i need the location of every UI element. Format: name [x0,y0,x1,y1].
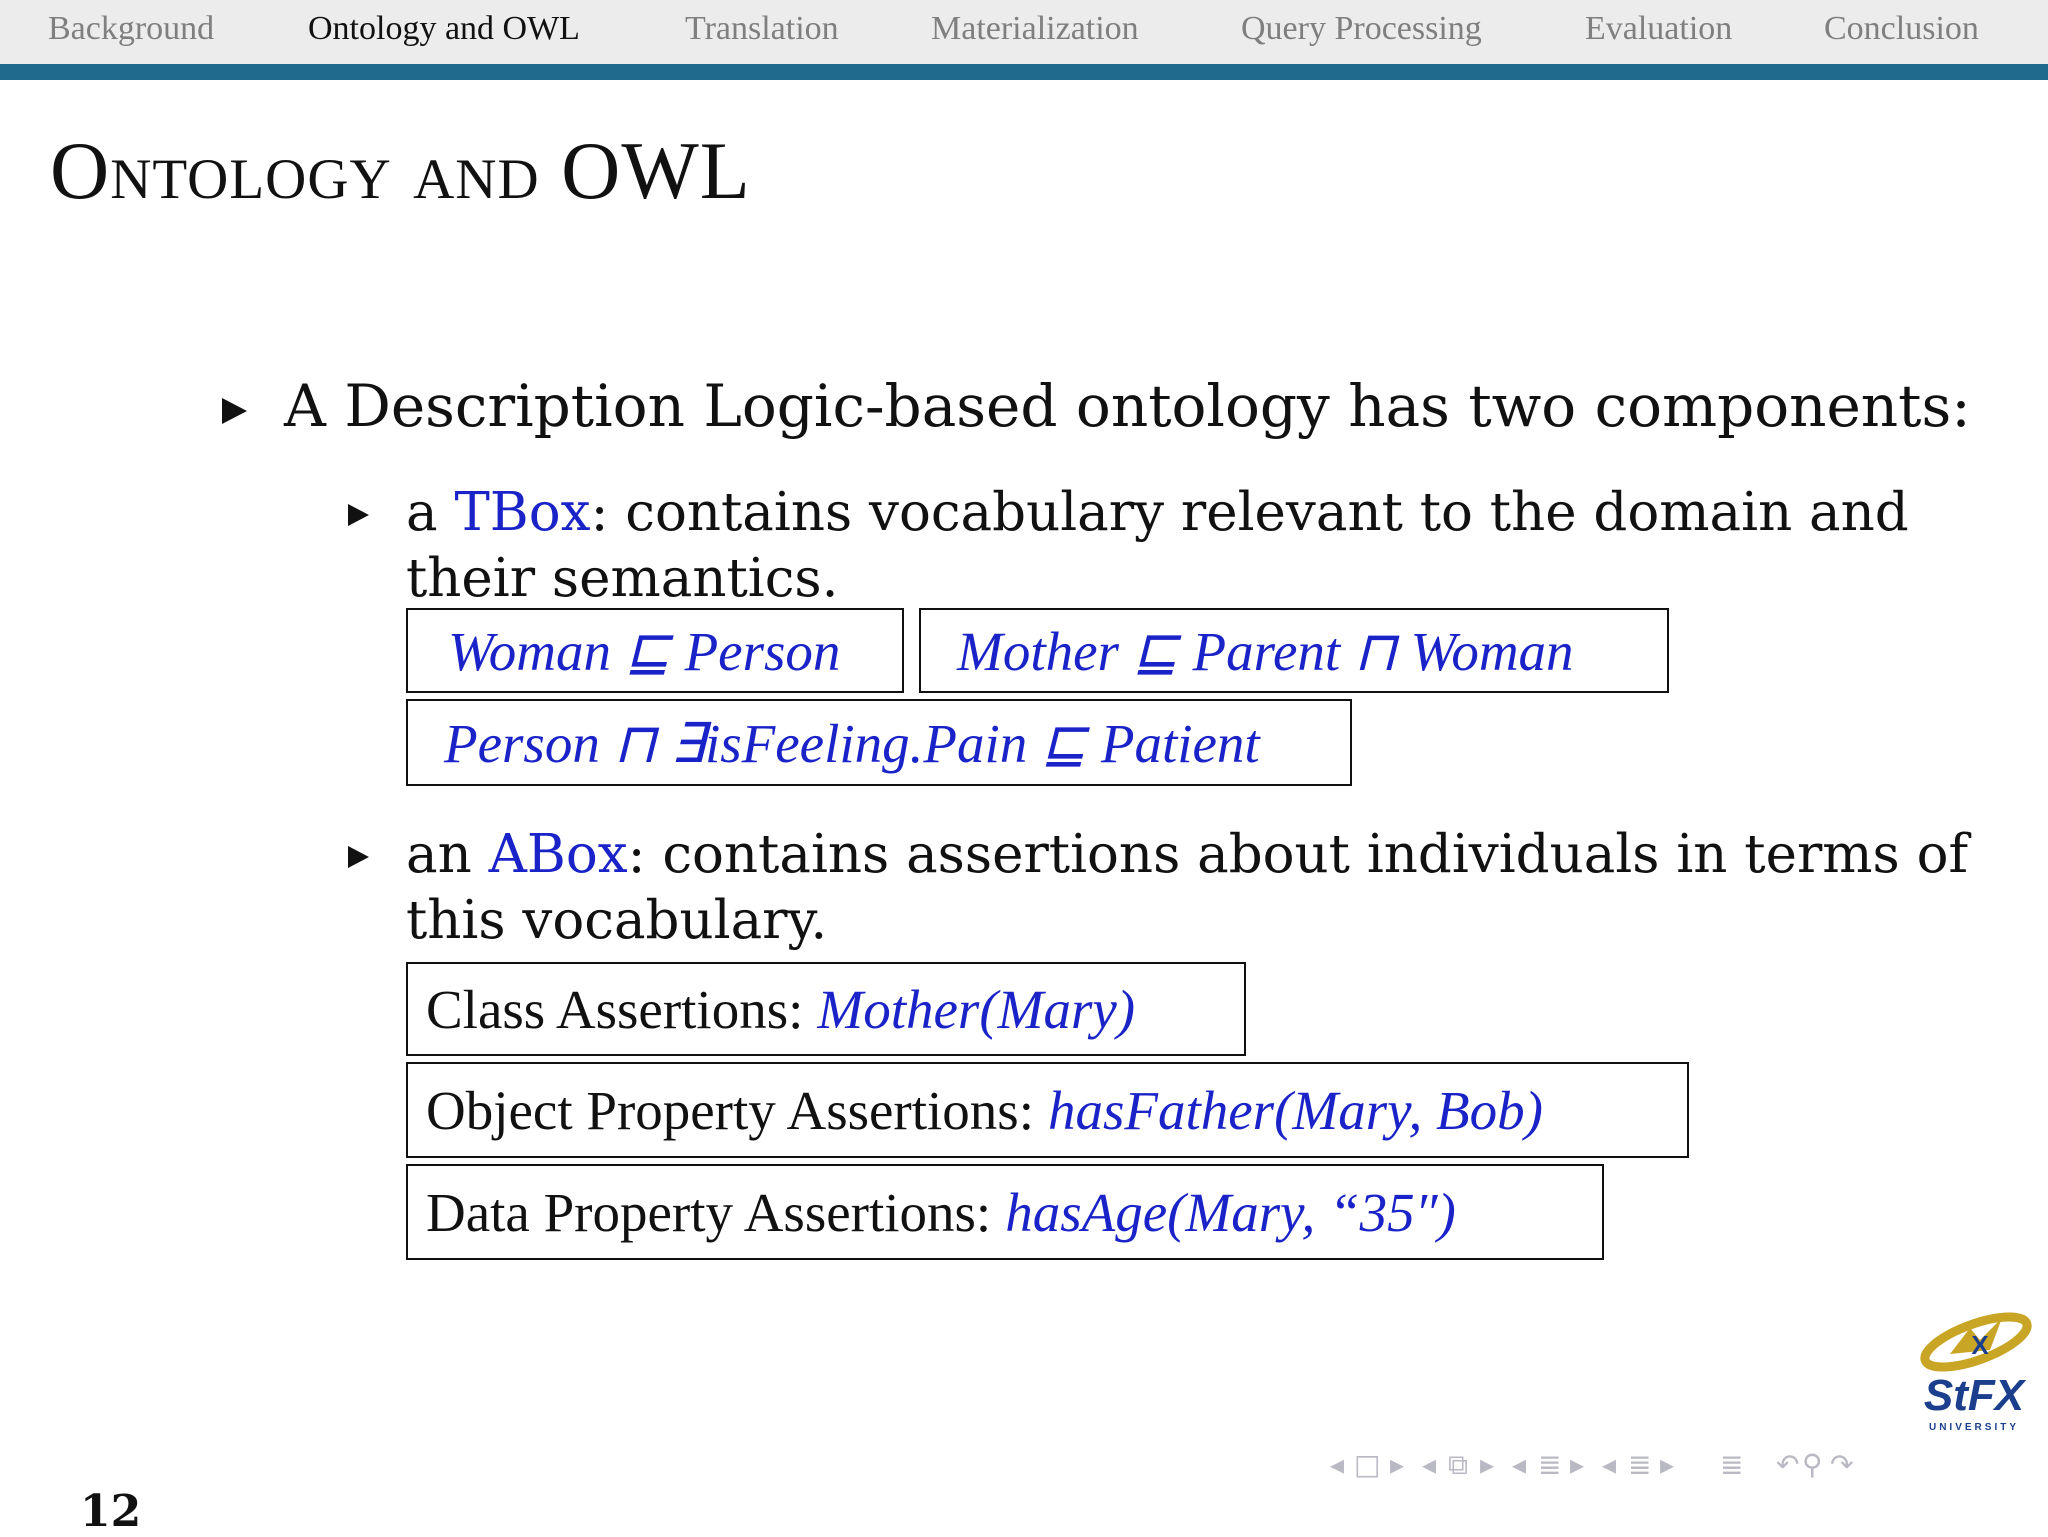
tbox-axiom-box [406,608,904,693]
object-property-assertions-label: Object Property Assertions: [426,1079,1034,1141]
nav-divider-bar [0,64,2048,80]
nav-slide-icon[interactable]: □ [1354,1448,1381,1481]
section-nav-bar [0,0,2048,64]
nav-forward-icon[interactable]: ↷ [1830,1448,1854,1481]
object-property-assertion-expr: hasFather(Mary, Bob) [1047,1079,1543,1141]
bullet-triangle-icon [222,398,247,424]
nav-section-prev-icon[interactable]: ◂ [1602,1448,1617,1481]
page-number: 12 [80,1486,142,1537]
tbox-axiom-box [919,608,1669,693]
abox-description: : contains assertions about individuals in terms of [627,824,1969,885]
bullet-triangle-icon [348,504,369,526]
abox-bullet-line1 [406,824,1968,885]
nav-item-background[interactable]: Background [48,10,215,47]
svg-text:UNIVERSITY: UNIVERSITY [1928,1422,2020,1433]
nav-item-translation[interactable]: Translation [685,10,839,47]
beamer-navigation-symbols [1330,1448,2030,1488]
nav-frame-prev-icon[interactable]: ◂ [1422,1448,1437,1481]
nav-doc-icon[interactable]: ≣ [1720,1448,1744,1481]
tbox-axiom-woman-person: Woman ⊑ Person [448,620,841,682]
tbox-term: TBox [454,482,591,543]
tbox-axiom-box [406,699,1352,786]
nav-item-conclusion[interactable]: Conclusion [1824,10,1979,47]
nav-item-query-processing[interactable]: Query Processing [1241,10,1482,47]
nav-search-icon[interactable]: ⚲ [1802,1448,1823,1481]
abox-assertion-box [406,1164,1604,1260]
nav-item-materialization[interactable]: Materialization [931,10,1139,47]
tbox-prefix: a [406,482,455,543]
tbox-description: : contains vocabulary relevant to the domain and [590,482,1909,543]
class-assertions-label: Class Assertions: [426,978,804,1040]
abox-assertion-box [406,962,1246,1056]
abox-bullet-line2: this vocabulary. [406,890,828,951]
nav-slide-next-icon[interactable]: ▸ [1390,1448,1405,1481]
bullet-triangle-icon [348,846,369,868]
stfx-logo [1910,1310,2038,1440]
data-property-assertion-expr: hasAge(Mary, “35″) [1005,1181,1456,1243]
nav-item-ontology-and-owl[interactable]: Ontology and OWL [308,10,580,47]
nav-slide-prev-icon[interactable]: ◂ [1330,1448,1345,1481]
nav-section-icon[interactable]: ≣ [1628,1448,1652,1481]
nav-subsection-prev-icon[interactable]: ◂ [1512,1448,1527,1481]
abox-prefix: an [406,824,489,885]
nav-frame-next-icon[interactable]: ▸ [1480,1448,1495,1481]
data-property-assertions-label: Data Property Assertions: [426,1181,992,1243]
bullet-ontology-components: A Description Logic-based ontology has two components: [284,372,1971,440]
nav-item-evaluation[interactable]: Evaluation [1585,10,1733,47]
tbox-axiom-patient: Person ⊓ ∃isFeeling.Pain ⊑ Patient [444,712,1260,774]
abox-term: ABox [488,824,628,885]
nav-section-next-icon[interactable]: ▸ [1660,1448,1675,1481]
nav-frame-icon[interactable]: ⧉ [1448,1448,1468,1481]
frame-title: Ontology and OWL [50,125,751,216]
nav-subsection-icon[interactable]: ≣ [1538,1448,1562,1481]
tbox-bullet-line2: their semantics. [406,548,839,609]
svg-text:StFX: StFX [1923,1371,2025,1420]
nav-back-icon[interactable]: ↶ [1776,1448,1800,1481]
nav-subsection-next-icon[interactable]: ▸ [1570,1448,1585,1481]
abox-assertion-box [406,1062,1689,1158]
svg-text:X: X [1971,1330,1989,1360]
tbox-bullet-line1 [406,482,1909,543]
tbox-axiom-mother-parent-woman: Mother ⊑ Parent ⊓ Woman [957,620,1574,682]
class-assertion-expr: Mother(Mary) [817,978,1136,1040]
